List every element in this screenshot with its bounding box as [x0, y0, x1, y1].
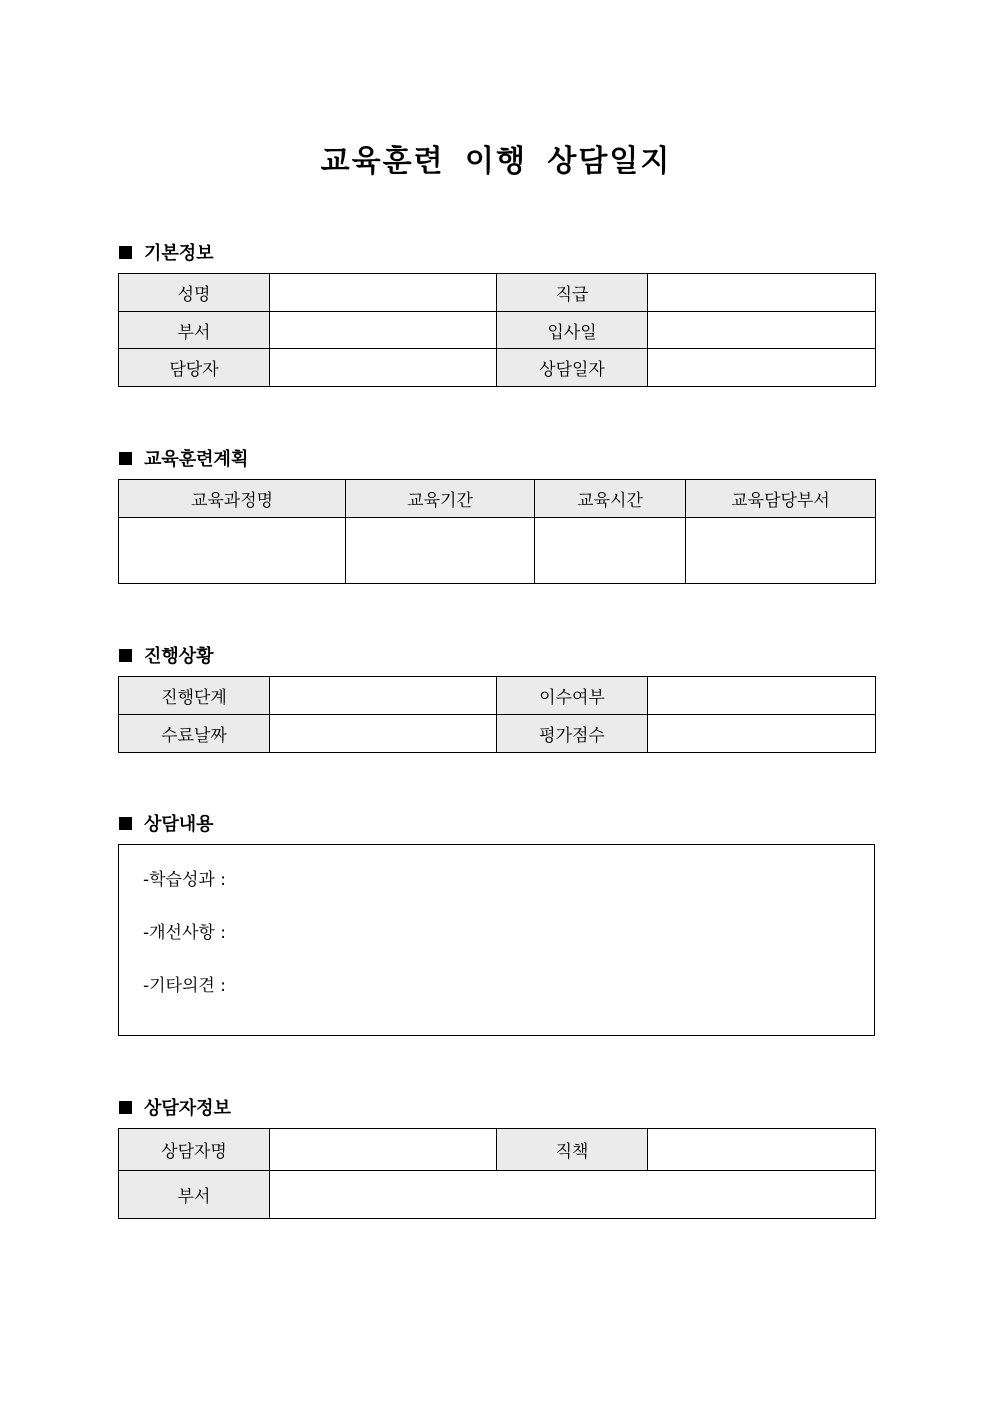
stage-field[interactable] — [270, 677, 497, 715]
square-bullet-icon — [119, 649, 132, 662]
column-hours: 교육시간 — [535, 480, 686, 518]
column-department: 교육담당부서 — [686, 480, 876, 518]
section-title: 교육훈련계획 — [144, 449, 249, 470]
position-field[interactable] — [648, 1129, 876, 1171]
training-plan-table — [118, 479, 876, 584]
content-line-other: -기타의견 : — [143, 976, 226, 996]
page-title: 교육훈련 이행 상담일지 — [320, 144, 672, 179]
label-department: 부서 — [119, 312, 270, 349]
column-period: 교육기간 — [346, 480, 535, 518]
label-manager: 담당자 — [119, 349, 270, 387]
label-counselor-department: 부서 — [119, 1171, 270, 1219]
counsel-content-box[interactable] — [118, 844, 875, 1036]
section-heading-plan — [119, 446, 248, 470]
manager-field[interactable] — [270, 349, 497, 387]
label-rank: 직급 — [497, 274, 648, 312]
section-title: 진행상황 — [144, 646, 214, 667]
square-bullet-icon — [119, 1101, 132, 1114]
label-stage: 진행단계 — [119, 677, 270, 715]
period-cell[interactable] — [346, 518, 535, 584]
content-line-results: -학습성과 : — [143, 870, 226, 890]
hours-cell[interactable] — [535, 518, 686, 584]
section-title: 상담내용 — [144, 814, 214, 835]
label-join-date: 입사일 — [497, 312, 648, 349]
label-score: 평가점수 — [497, 715, 648, 753]
progress-table — [118, 676, 876, 753]
square-bullet-icon — [119, 817, 132, 830]
counselor-table — [118, 1128, 876, 1219]
finish-date-field[interactable] — [270, 715, 497, 753]
label-name: 성명 — [119, 274, 270, 312]
rank-field[interactable] — [648, 274, 876, 312]
label-counselor-name: 상담자명 — [119, 1129, 270, 1171]
department-field[interactable] — [270, 312, 497, 349]
label-finish-date: 수료날짜 — [119, 715, 270, 753]
counselor-name-field[interactable] — [270, 1129, 497, 1171]
completion-field[interactable] — [648, 677, 876, 715]
section-heading-basic — [119, 240, 214, 264]
department-cell[interactable] — [686, 518, 876, 584]
label-position: 직책 — [497, 1129, 648, 1171]
section-title: 상담자정보 — [144, 1098, 231, 1119]
content-line-improvements: -개선사항 : — [143, 923, 226, 943]
label-completion: 이수여부 — [497, 677, 648, 715]
basic-info-table — [118, 273, 876, 387]
label-counsel-date: 상담일자 — [497, 349, 648, 387]
join-date-field[interactable] — [648, 312, 876, 349]
section-title: 기본정보 — [144, 243, 214, 264]
counsel-date-field[interactable] — [648, 349, 876, 387]
section-heading-counselor — [119, 1095, 231, 1119]
counselor-department-field[interactable] — [270, 1171, 876, 1219]
section-heading-content — [119, 811, 214, 835]
square-bullet-icon — [119, 452, 132, 465]
name-field[interactable] — [270, 274, 497, 312]
square-bullet-icon — [119, 246, 132, 259]
score-field[interactable] — [648, 715, 876, 753]
column-course-name: 교육과정명 — [119, 480, 346, 518]
course-name-cell[interactable] — [119, 518, 346, 584]
section-heading-progress — [119, 643, 214, 667]
